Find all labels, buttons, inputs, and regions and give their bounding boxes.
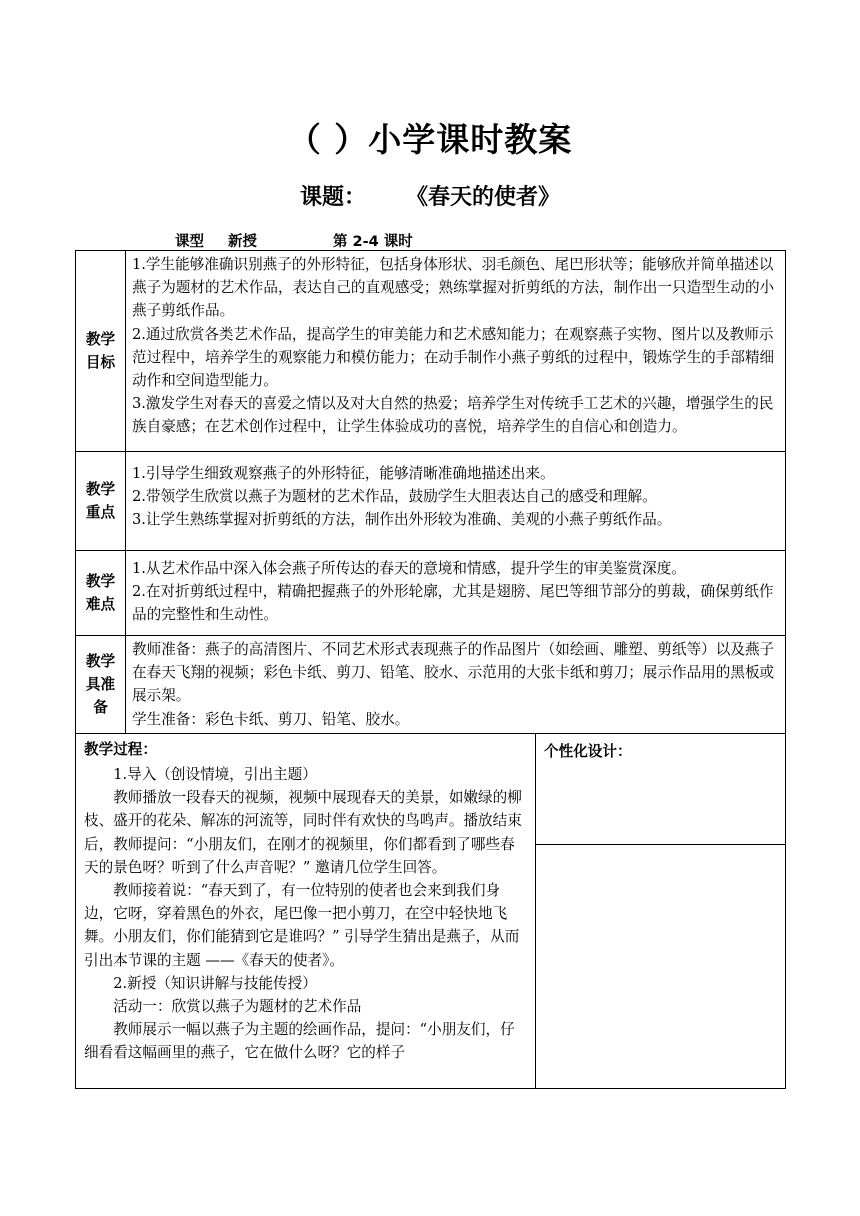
objectives-row <box>76 251 786 452</box>
section-label: 教学 难点 <box>76 551 126 636</box>
preparation-row <box>76 636 786 734</box>
subject-label: 课题： <box>299 185 366 210</box>
paragraph: 1.学生能够准确识别燕子的外形特征，包括身体形状、羽毛颜色、尾巴形状等；能够欣并简单描述以燕子为题材的艺术作品，表达自己的直观感受；熟练掌握对折剪纸的方法，制作出一只造型生动的小燕子剪纸作品。 <box>132 256 775 320</box>
teaching-process <box>76 733 536 1088</box>
process-heading: 教学过程： <box>84 740 157 758</box>
lesson-period: 第 2-4 课时 <box>333 234 413 250</box>
paragraph: 1.引导学生细致观察燕子的外形特征，能够清晰准确地描述出来。 <box>132 465 555 482</box>
difficulties-content <box>126 551 786 636</box>
subject-title: 《春天的使者》 <box>406 185 561 210</box>
lesson-subject <box>0 180 860 211</box>
process-row <box>76 733 786 1088</box>
paragraph: 2.在对折剪纸过程中，精确把握燕子的外形轮廓，尤其是翅膀、尾巴等细节部分的剪裁，确保剪纸作品的完整性和生动性。 <box>132 583 774 624</box>
section-label: 教学 目标 <box>76 251 126 452</box>
lesson-type-label: 课型 <box>175 234 204 250</box>
paragraph: 教师播放一段春天的视频，视频中展现春天的美景，如嫩绿的柳枝、盛开的花朵、解冻的河流等，同时伴有欢快的鸟鸣声。播放结束后，教师提问：“小朋友们，在刚才的视频里，你们都看到了哪些春天的景色呀？听到了什么声音呢？” 邀请几位学生回答。 <box>84 789 522 876</box>
objectives-content <box>126 251 786 452</box>
personalized-design <box>536 733 786 1088</box>
paragraph: 2.带领学生欣赏以燕子为题材的艺术作品，鼓励学生大胆表达自己的感受和理解。 <box>132 488 657 506</box>
paragraph: 2.新授（知识讲解与技能传授） <box>113 974 317 992</box>
paragraph: 1.导入（创设情境，引出主题） <box>113 766 317 784</box>
document-title: （ ）小学课时教案 <box>287 120 573 159</box>
paragraph: 教师准备：燕子的高清图片、不同艺术形式表现燕子的作品图片（如绘画、雕塑、剪纸等）以及燕子在春天飞翔的视频；彩色卡纸、剪刀、铅笔、胶水、示范用的大张卡纸和剪刀；展示作品用的黑板或展示架。 <box>132 641 775 705</box>
key-points-row <box>76 452 786 551</box>
section-label: 教学 具准 备 <box>76 636 126 734</box>
paragraph: 活动一：欣赏以燕子为题材的艺术作品 <box>113 998 362 1016</box>
personalized-design-heading: 个性化设计： <box>536 734 785 845</box>
preparation-content <box>126 636 786 734</box>
section-label: 教学 重点 <box>76 452 126 551</box>
lesson-plan-table <box>75 250 786 1089</box>
paragraph: 2.通过欣赏各类艺术作品，提高学生的审美能力和艺术感知能力；在观察燕子实物、图片以及教师示范过程中，培养学生的观察能力和模仿能力；在动手制作小燕子剪纸的过程中，锻炼学生的手部精细动作和空间造型能力。 <box>132 325 775 390</box>
lesson-meta <box>175 230 413 251</box>
paragraph: 学生准备：彩色卡纸、剪刀、铅笔、胶水。 <box>132 710 410 728</box>
difficulties-row <box>76 551 786 636</box>
paragraph: 教师接着说：“春天到了，有一位特别的使者也会来到我们身边，它呀，穿着黑色的外衣，尾巴像一把小剪刀，在空中轻快地飞舞。小朋友们，你们能猜到它是谁吗？” 引导学生猜出是燕子，从而引出本节课的主题 ——《春天的使者》。 <box>84 882 520 969</box>
paragraph: 3.让学生熟练掌握对折剪纸的方法，制作出外形较为准确、美观的小燕子剪纸作品。 <box>132 511 672 529</box>
paragraph: 3.激发学生对春天的喜爱之情以及对大自然的热爱；培养学生对传统手工艺术的兴趣，增强学生的民族自豪感；在艺术创作过程中，让学生体验成功的喜悦，培养学生的自信心和创造力。 <box>132 395 774 436</box>
paragraph: 教师展示一幅以燕子为主题的绘画作品，提问：“小朋友们，仔细看看这幅画里的燕子，它在做什么呀？它的样子 <box>84 1021 515 1062</box>
key-points-content <box>126 452 786 551</box>
lesson-type-value: 新授 <box>228 234 257 250</box>
paragraph: 1.从艺术作品中深入体会燕子所传达的春天的意境和情感，提升学生的审美鉴赏深度。 <box>132 560 686 577</box>
